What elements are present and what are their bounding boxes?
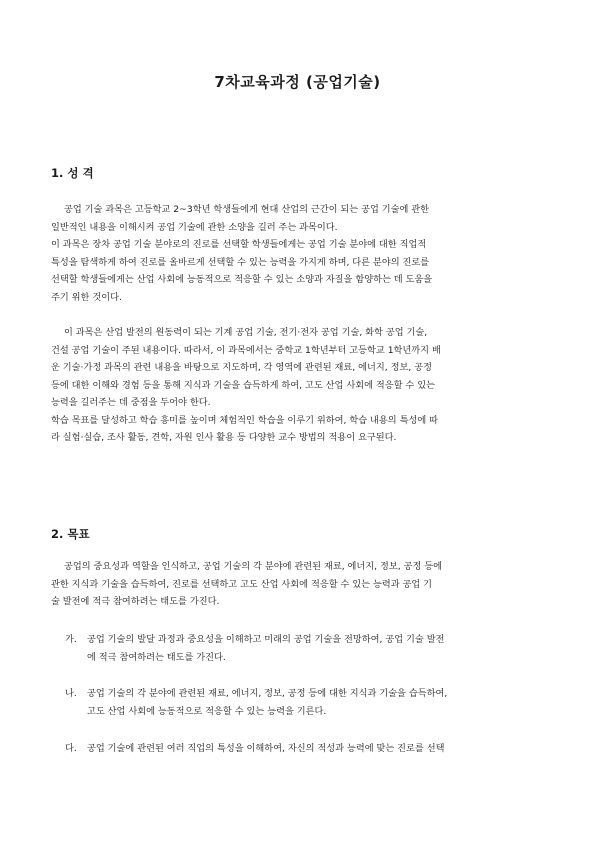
section-heading-character: 1. 성 격: [51, 166, 94, 180]
goal-item-da: [65, 740, 545, 758]
section2-intro: [51, 558, 545, 611]
text-line: 공업의 중요성과 역할을 인식하고, 공업 기술의 각 분야에 관련된 재료, 에너지, 정보, 공정 등에: [64, 561, 443, 572]
text-line: 술 발전에 적극 참여하려는 태도를 가진다.: [51, 596, 220, 607]
text-line: 특성을 탐색하게 하여 진로를 올바르게 선택할 수 있는 능력을 가지게 하며, 다른 분야의 진로를: [51, 256, 430, 268]
text-line: 이 과목은 산업 발전의 원동력이 되는 기계 공업 기술, 전기·전자 공업 기술, 화학 공업 기술,: [64, 327, 428, 338]
text-line: 관한 지식과 기술을 습득하여, 진로를 선택하고 고도 산업 사회에 적응할 수 있는 능력과 공업 기: [51, 578, 433, 590]
text-line: 등에 대한 이해와 경험 등을 통해 지식과 기술을 습득하게 하여, 고도 산업 사회에 적응할 수 있는: [51, 379, 435, 391]
section1-paragraph-1: [51, 201, 545, 306]
text-line: 일반적인 내용을 이해시켜 공업 기술에 관한 소양을 길러 주는 과목이다.: [51, 221, 338, 233]
text-line: 공업 기술 과목은 고등학교 2~3학년 학생들에게 현대 산업의 근간이 되는 공업 기술에 관한: [64, 204, 430, 215]
goal-item-ga: [65, 631, 545, 666]
section-heading-goals: 2. 목표: [51, 527, 90, 541]
document-title: 7차교육과정 (공업기술): [214, 73, 381, 91]
text-line: 주기 위한 것이다.: [51, 291, 122, 303]
text-line: 능력을 길러주는 데 중점을 두어야 한다.: [51, 397, 211, 408]
list-item-text-continued: 고도 산업 사회에 능동적으로 적응할 수 있는 능력을 기른다.: [87, 705, 327, 717]
list-item-text: 공업 기술의 발달 과정과 중요성을 이해하고 미래의 공업 기술을 전망하여, 공업 기술 발전: [87, 634, 445, 645]
list-item-text: 공업 기술의 각 분야에 관련된 재료, 에너지, 정보, 공정 등에 대한 지식과 기술을 습득하여,: [87, 688, 448, 699]
text-line: 학습 목표를 달성하고 학습 흥미를 높이며 체험적인 학습을 이루기 위하여, 학습 내용의 특성에 따: [51, 414, 439, 426]
list-item-text: 공업 기술에 관련된 여러 직업의 특성을 이해하여, 자신의 적성과 능력에 맞는 진로를 선택: [87, 743, 445, 754]
goal-item-na: [65, 685, 545, 720]
text-line: 라 실험·실습, 조사 활동, 견학, 자원 인사 활용 등 다양한 교수 방법의 적용이 요구된다.: [51, 432, 397, 443]
list-marker: 다.: [65, 743, 77, 754]
list-marker: 가.: [65, 634, 77, 645]
text-line: 선택할 학생들에게는 산업 사회에 능동적으로 적응할 수 있는 소양과 자질을 함양하는 데 도움을: [51, 274, 433, 285]
text-line: 건설 공업 기술이 주된 내용이다. 따라서, 이 과목에서는 중학교 1학년부터 고등학교 1학년까지 배: [51, 344, 441, 356]
list-marker: 나.: [65, 688, 77, 699]
list-item-text-continued: 에 적극 참여하려는 태도를 가진다.: [87, 651, 226, 663]
text-line: 이 과목은 장차 공업 기술 분야로의 진로를 선택할 학생들에게는 공업 기술 분야에 대한 직업적: [51, 239, 427, 250]
text-line: 운 기술·가정 과목의 관련 내용을 바탕으로 지도하며, 각 영역에 관련된 재료, 에너지, 정보, 공정: [51, 362, 432, 373]
section1-paragraph-2: [51, 324, 545, 447]
